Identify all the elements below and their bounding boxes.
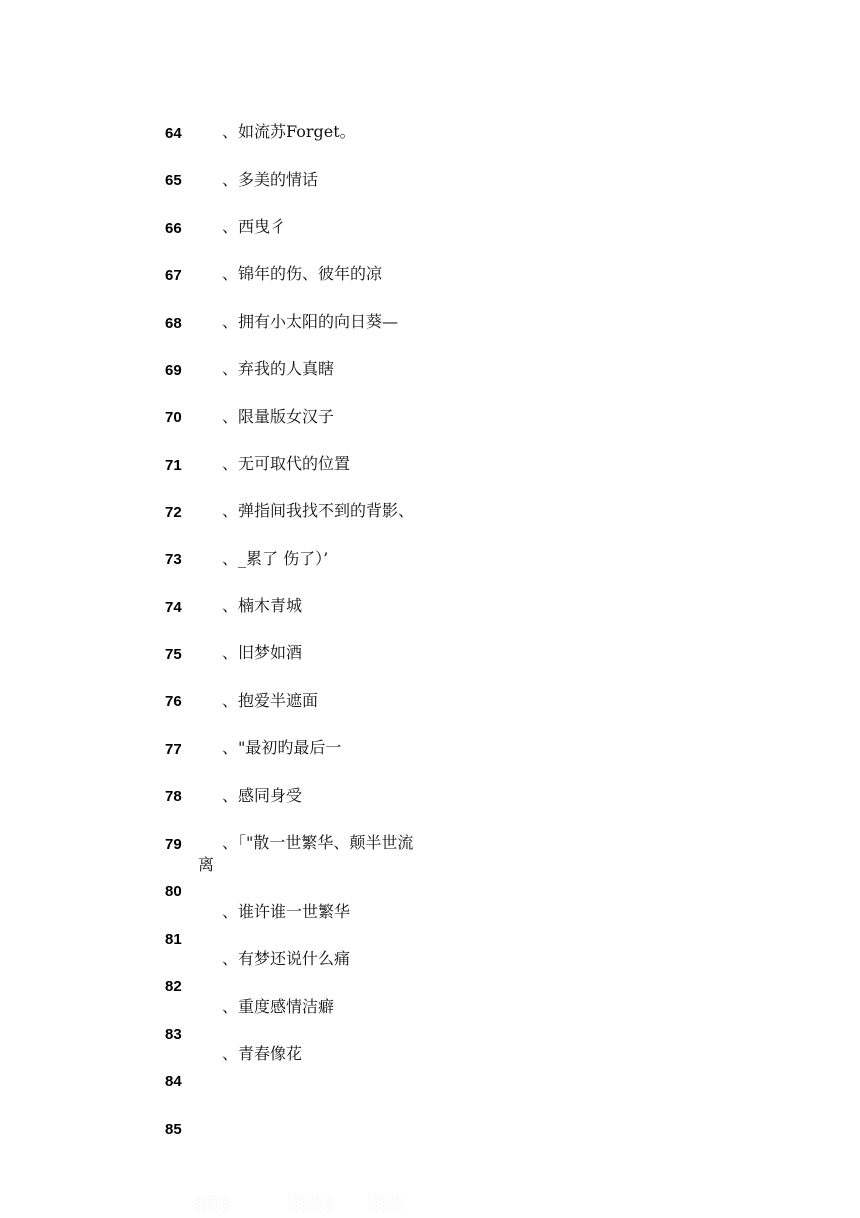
item-text: 、如流苏Forget。 — [222, 122, 356, 141]
item-number: 69 — [165, 362, 182, 379]
faint-footer-mark: ░░░ — [196, 1196, 232, 1212]
item-number: 70 — [165, 409, 182, 426]
item-text: 、_累了 伤了）’ — [222, 549, 329, 568]
item-number: 67 — [165, 267, 182, 284]
item-number: 78 — [165, 788, 182, 805]
item-number: 72 — [165, 504, 182, 521]
item-text: 、「"散一世繁华、颠半世流 — [222, 833, 414, 852]
item-number: 81 — [165, 931, 182, 948]
item-number: 76 — [165, 693, 182, 710]
item-text-continuation: 离 — [198, 855, 215, 874]
item-number: 74 — [165, 599, 182, 616]
item-text: 、有梦还说什么痛 — [222, 949, 351, 968]
faint-footer-mark: ░░░ — [368, 1196, 404, 1212]
item-text: 、感同身受 — [222, 786, 303, 805]
item-number: 75 — [165, 646, 182, 663]
item-text: 、弃我的人真瞎 — [222, 359, 335, 378]
item-number: 68 — [165, 315, 182, 332]
item-text: 、无可取代的位置 — [222, 454, 351, 473]
item-text: 、抱爱半遮面 — [222, 691, 319, 710]
item-number: 85 — [165, 1121, 182, 1138]
item-number: 83 — [165, 1026, 182, 1043]
item-number: 77 — [165, 741, 182, 758]
item-text: 、重度感情洁癖 — [222, 997, 335, 1016]
item-text: 、多美的情话 — [222, 170, 319, 189]
item-text: 、西曳彳 — [222, 217, 287, 236]
item-number: 64 — [165, 125, 182, 142]
item-number: 71 — [165, 457, 182, 474]
item-text: 、限量版女汉子 — [222, 407, 335, 426]
item-number: 79 — [165, 836, 182, 853]
item-text: 、楠木青城 — [222, 596, 303, 615]
item-text: 、谁许谁一世繁华 — [222, 902, 351, 921]
item-number: 80 — [165, 883, 182, 900]
item-number: 84 — [165, 1073, 182, 1090]
item-number: 65 — [165, 172, 182, 189]
item-text: 、旧梦如酒 — [222, 643, 303, 662]
item-text: 、锦年的伤、彼年的凉 — [222, 264, 383, 283]
faint-footer-mark: ░░░░ — [288, 1196, 336, 1212]
item-number: 73 — [165, 551, 182, 568]
item-text: 、"最初旳最后一 — [222, 738, 342, 757]
item-text: 、弹指间我找不到的背影、 — [222, 501, 415, 520]
item-number: 66 — [165, 220, 182, 237]
item-text: 、青春像花 — [222, 1044, 303, 1063]
item-number: 82 — [165, 978, 182, 995]
item-text: 、拥有小太阳的向日葵— — [222, 312, 399, 331]
